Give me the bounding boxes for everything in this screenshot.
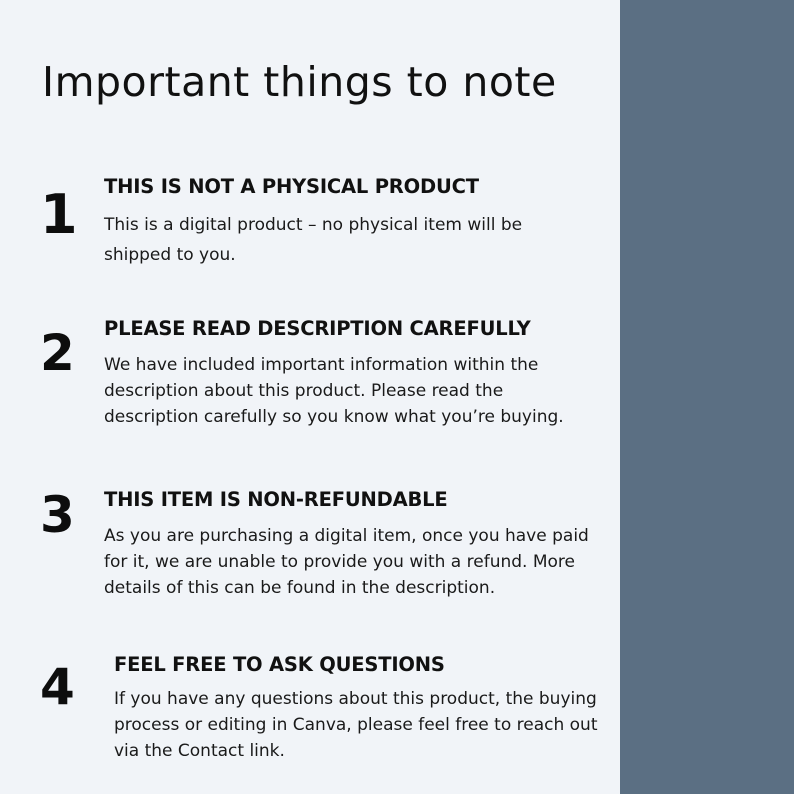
page-title: Important things to note xyxy=(42,58,557,106)
note-number: 2 xyxy=(40,324,75,382)
side-color-panel xyxy=(620,0,794,794)
note-body: We have included important information within the description about this product. Please read the description carefully so you know what you’re buying. xyxy=(104,355,564,427)
note-body: This is a digital product – no physical item will be shipped to you. xyxy=(104,215,523,265)
note-heading: THIS IS NOT A PHYSICAL PRODUCT xyxy=(104,175,479,198)
note-number: 1 xyxy=(40,183,78,246)
note-number: 3 xyxy=(40,486,75,544)
note-heading: THIS ITEM IS NON-REFUNDABLE xyxy=(104,488,448,511)
note-body: As you are purchasing a digital item, once you have paid for it, we are unable to provide you with a refund. More details of this can be found in the description. xyxy=(104,526,589,598)
note-number: 4 xyxy=(40,658,75,716)
note-body: If you have any questions about this product, the buying process or editing in Canva, please feel free to reach out via the Contact link. xyxy=(114,689,598,761)
note-heading: FEEL FREE TO ASK QUESTIONS xyxy=(114,653,445,676)
note-heading: PLEASE READ DESCRIPTION CAREFULLY xyxy=(104,317,531,340)
